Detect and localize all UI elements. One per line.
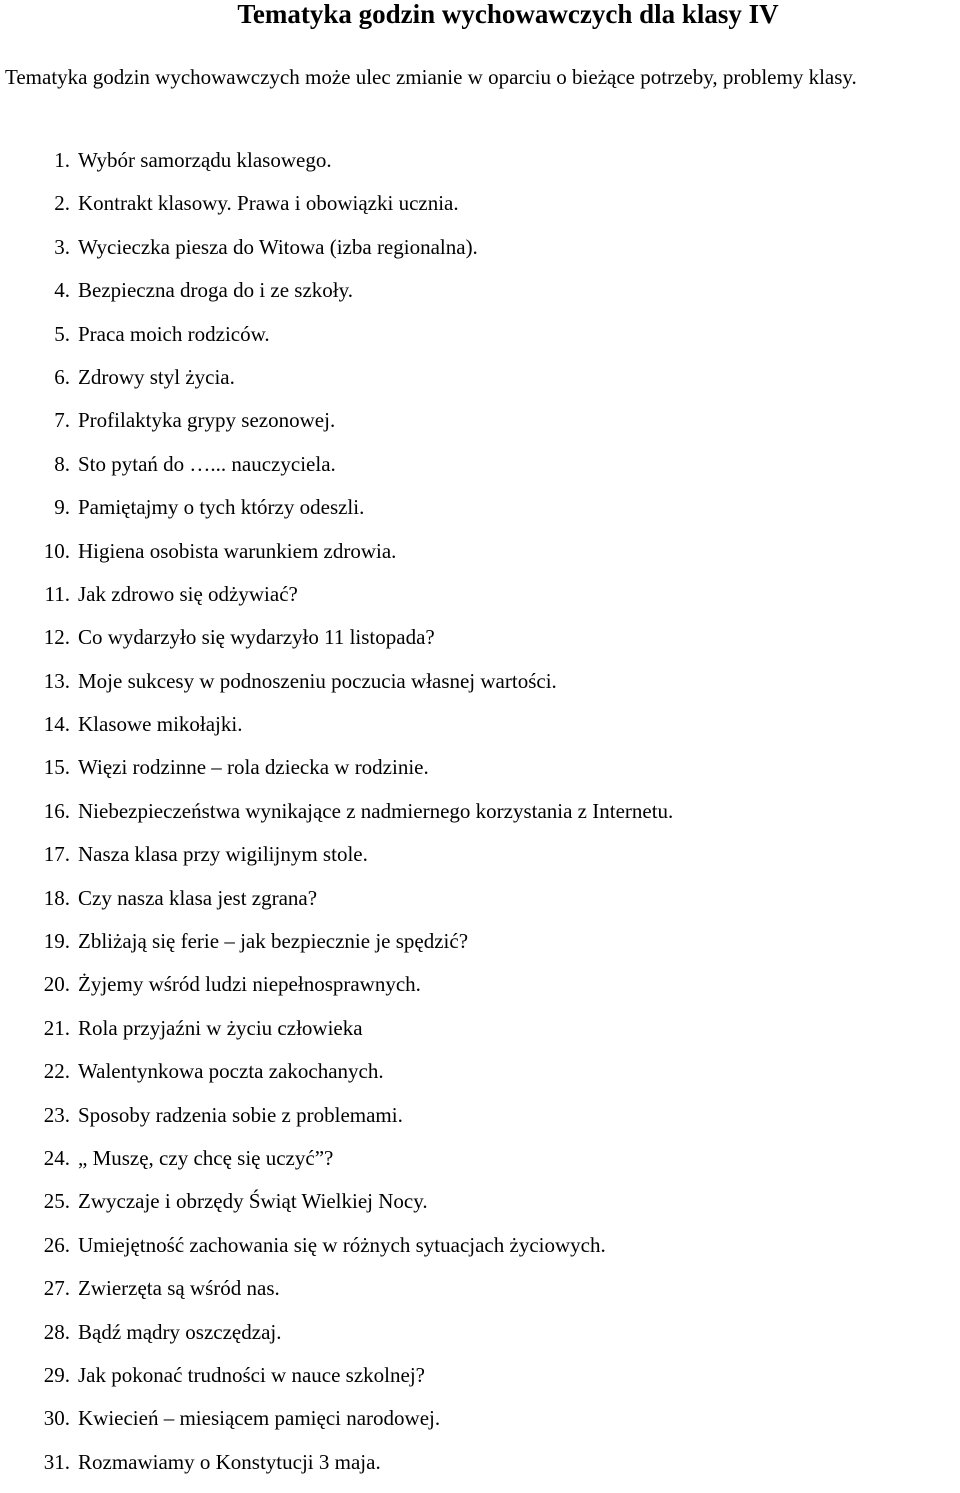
list-item-number: 7. xyxy=(54,408,70,433)
list-item-number: 6. xyxy=(54,364,70,389)
list-item-text: Jak zdrowo się odżywiać? xyxy=(78,581,298,606)
list-item-number: 14. xyxy=(43,712,70,737)
list-item-text: Sto pytań do …... nauczyciela. xyxy=(78,451,336,476)
list-item-number: 16. xyxy=(43,798,70,823)
list-item-number: 28. xyxy=(43,1319,70,1344)
list-item-text: Umiejętność zachowania się w różnych sytuacjach życiowych. xyxy=(78,1232,606,1257)
list-item-number: 26. xyxy=(43,1232,70,1257)
list-item-number: 10. xyxy=(43,538,70,563)
list-item-text: Bądź mądry oszczędzaj. xyxy=(78,1319,282,1344)
list-item-text: Profilaktyka grypy sezonowej. xyxy=(78,408,336,433)
list-item-text: Zbliżają się ferie – jak bezpiecznie je spędzić? xyxy=(78,929,469,954)
intro-paragraph: Tematyka godzin wychowawczych może ulec zmianie w oparciu o bieżące potrzeby, problemy klasy. xyxy=(5,65,857,89)
list-item-number: 30. xyxy=(43,1406,70,1431)
list-item-text: Higiena osobista warunkiem zdrowia. xyxy=(78,538,397,563)
list-item-number: 25. xyxy=(43,1189,70,1214)
list-item-text: Bezpieczna droga do i ze szkoły. xyxy=(78,278,354,303)
list-item-text: Walentynkowa poczta zakochanych. xyxy=(78,1059,384,1084)
list-item-text: Czy nasza klasa jest zgrana? xyxy=(78,885,318,910)
list-item-text: Jak pokonać trudności w nauce szkolnej? xyxy=(78,1362,425,1387)
list-item-number: 17. xyxy=(43,842,70,867)
list-item-text: Sposoby radzenia sobie z problemami. xyxy=(78,1102,403,1127)
list-item-text: Wybór samorządu klasowego. xyxy=(78,148,332,172)
list-item-text: Rola przyjaźni w życiu człowieka xyxy=(78,1015,363,1040)
list-item-number: 8. xyxy=(54,451,70,476)
list-item-number: 19. xyxy=(43,929,70,954)
list-item-text: Zwierzęta są wśród nas. xyxy=(78,1276,280,1301)
list-item-text: Niebezpieczeństwa wynikające z nadmiernego korzystania z Internetu. xyxy=(78,798,674,823)
list-item-number: 3. xyxy=(54,234,70,259)
list-item-number: 11. xyxy=(44,581,70,606)
list-item-number: 9. xyxy=(54,495,70,520)
list-item-text: Kwiecień – miesiącem pamięci narodowej. xyxy=(78,1406,441,1431)
list-item-text: Pamiętajmy o tych którzy odeszli. xyxy=(78,495,365,520)
list-item-text: Co wydarzyło się wydarzyło 11 listopada? xyxy=(78,625,435,650)
list-item-number: 21. xyxy=(43,1015,70,1040)
list-item-text: Praca moich rodziców. xyxy=(78,321,270,346)
list-item-text: Rozmawiamy o Konstytucji 3 maja. xyxy=(78,1449,381,1474)
list-item-text: Zdrowy styl życia. xyxy=(78,364,235,389)
list-item-text: „ Muszę, czy chcę się uczyć”? xyxy=(78,1145,334,1170)
list-item-number: 4. xyxy=(54,278,70,303)
list-item-number: 31. xyxy=(43,1449,70,1474)
list-item-number: 1. xyxy=(54,148,70,172)
list-item-text: Więzi rodzinne – rola dziecka w rodzinie. xyxy=(78,755,429,780)
list-item-number: 2. xyxy=(54,191,70,216)
list-item-text: Zwyczaje i obrzędy Świąt Wielkiej Nocy. xyxy=(78,1189,428,1214)
list-item-number: 15. xyxy=(43,755,70,780)
list-item-text: Żyjemy wśród ludzi niepełnosprawnych. xyxy=(78,972,421,997)
list-item-number: 22. xyxy=(43,1059,70,1084)
list-item-number: 12. xyxy=(43,625,70,650)
list-item-number: 5. xyxy=(54,321,70,346)
list-item-text: Nasza klasa przy wigilijnym stole. xyxy=(78,842,368,867)
list-item-number: 27. xyxy=(43,1276,70,1301)
list-item-number: 18. xyxy=(43,885,70,910)
list-item-number: 23. xyxy=(43,1102,70,1127)
list-item-number: 29. xyxy=(43,1362,70,1387)
list-item-text: Klasowe mikołajki. xyxy=(78,712,243,737)
list-item-number: 20. xyxy=(43,972,70,997)
list-item-text: Kontrakt klasowy. Prawa i obowiązki ucznia. xyxy=(78,191,459,216)
list-item-text: Moje sukcesy w podnoszeniu poczucia własnej wartości. xyxy=(78,668,557,693)
document-title: Tematyka godzin wychowawczych dla klasy IV xyxy=(237,0,779,29)
list-item-number: 13. xyxy=(43,668,70,693)
list-item-number: 24. xyxy=(43,1145,70,1170)
list-item-text: Wycieczka piesza do Witowa (izba regionalna). xyxy=(78,234,478,259)
